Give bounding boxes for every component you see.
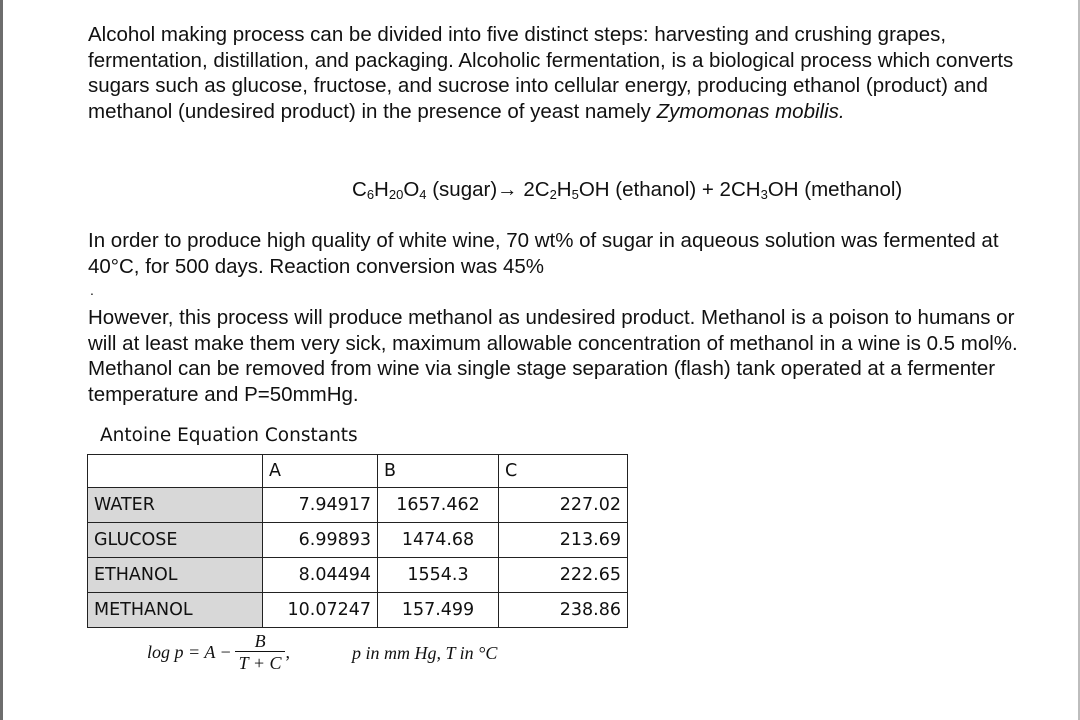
constant-b: 1554.3: [378, 558, 499, 593]
header-c: C: [499, 455, 628, 488]
intro-text: Alcohol making process can be divided into five distinct steps: harvesting and crushing grapes, fermentation, distillation, and packaging. Alcoholic fermentation, is a biological process which converts sugars such as glucose, fructose, and sucrose into cellular energy, producing ethanol (product) and methanol (undesired product) in the presence of yeast namely: [88, 23, 1014, 123]
table-title: Antoine Equation Constants: [100, 425, 358, 446]
methanol-paragraph: However, this process will produce methanol as undesired product. Methanol is a poison to humans or will at least make them very sick, maximum allowable concentration of methanol in a wine is 0.5 mol%. Methanol can be removed from wine via single stage separation (flash) tank operated at a fermenter temperature and P=50mmHg.: [88, 306, 1018, 406]
constant-c: 227.02: [499, 488, 628, 523]
formula-denominator: T + C: [235, 651, 286, 674]
component-name: WATER: [88, 488, 263, 523]
arrow-icon: →: [497, 178, 518, 201]
header-a: A: [263, 455, 378, 488]
constant-a: 6.99893: [263, 523, 378, 558]
constant-c: 238.86: [499, 593, 628, 628]
table-row: [88, 488, 628, 523]
reaction-equation: $C_6H_{20}O_4$ (sugar)→ $2C_2H_5OH$ (ethanol) + $2CH_3OH$ (methanol): [352, 178, 903, 202]
formula-units: p in mm Hg, T in °C: [352, 643, 498, 663]
constant-c: 213.69: [499, 523, 628, 558]
formula-lhs: log p = A −: [147, 642, 232, 662]
antoine-formula: [147, 631, 290, 674]
component-name: METHANOL: [88, 593, 263, 628]
stray-mark: .: [90, 282, 94, 298]
formula-comma: ,: [285, 642, 290, 662]
page-edge-left: [0, 0, 3, 720]
table-row: [88, 523, 628, 558]
constant-c: 222.65: [499, 558, 628, 593]
table-row: [88, 593, 628, 628]
problem-paragraph: In order to produce high quality of white wine, 70 wt% of sugar in aqueous solution was fermented at 40°C, for 500 days. Reaction conversion was 45%: [88, 229, 999, 278]
constant-a: 7.94917: [263, 488, 378, 523]
component-name: GLUCOSE: [88, 523, 263, 558]
constant-b: 1657.462: [378, 488, 499, 523]
header-blank: [88, 455, 263, 488]
component-name: ETHANOL: [88, 558, 263, 593]
table-header-row: [88, 455, 628, 488]
intro-paragraph: [88, 22, 1028, 124]
constant-b: 1474.68: [378, 523, 499, 558]
constant-b: 157.499: [378, 593, 499, 628]
species-name: Zymomonas mobilis.: [656, 99, 845, 123]
constant-a: 8.04494: [263, 558, 378, 593]
antoine-table: [87, 454, 628, 628]
formula-numerator: B: [254, 631, 266, 651]
formula-fraction: [235, 631, 286, 674]
table-row: [88, 558, 628, 593]
constant-a: 10.07247: [263, 593, 378, 628]
header-b: B: [378, 455, 499, 488]
